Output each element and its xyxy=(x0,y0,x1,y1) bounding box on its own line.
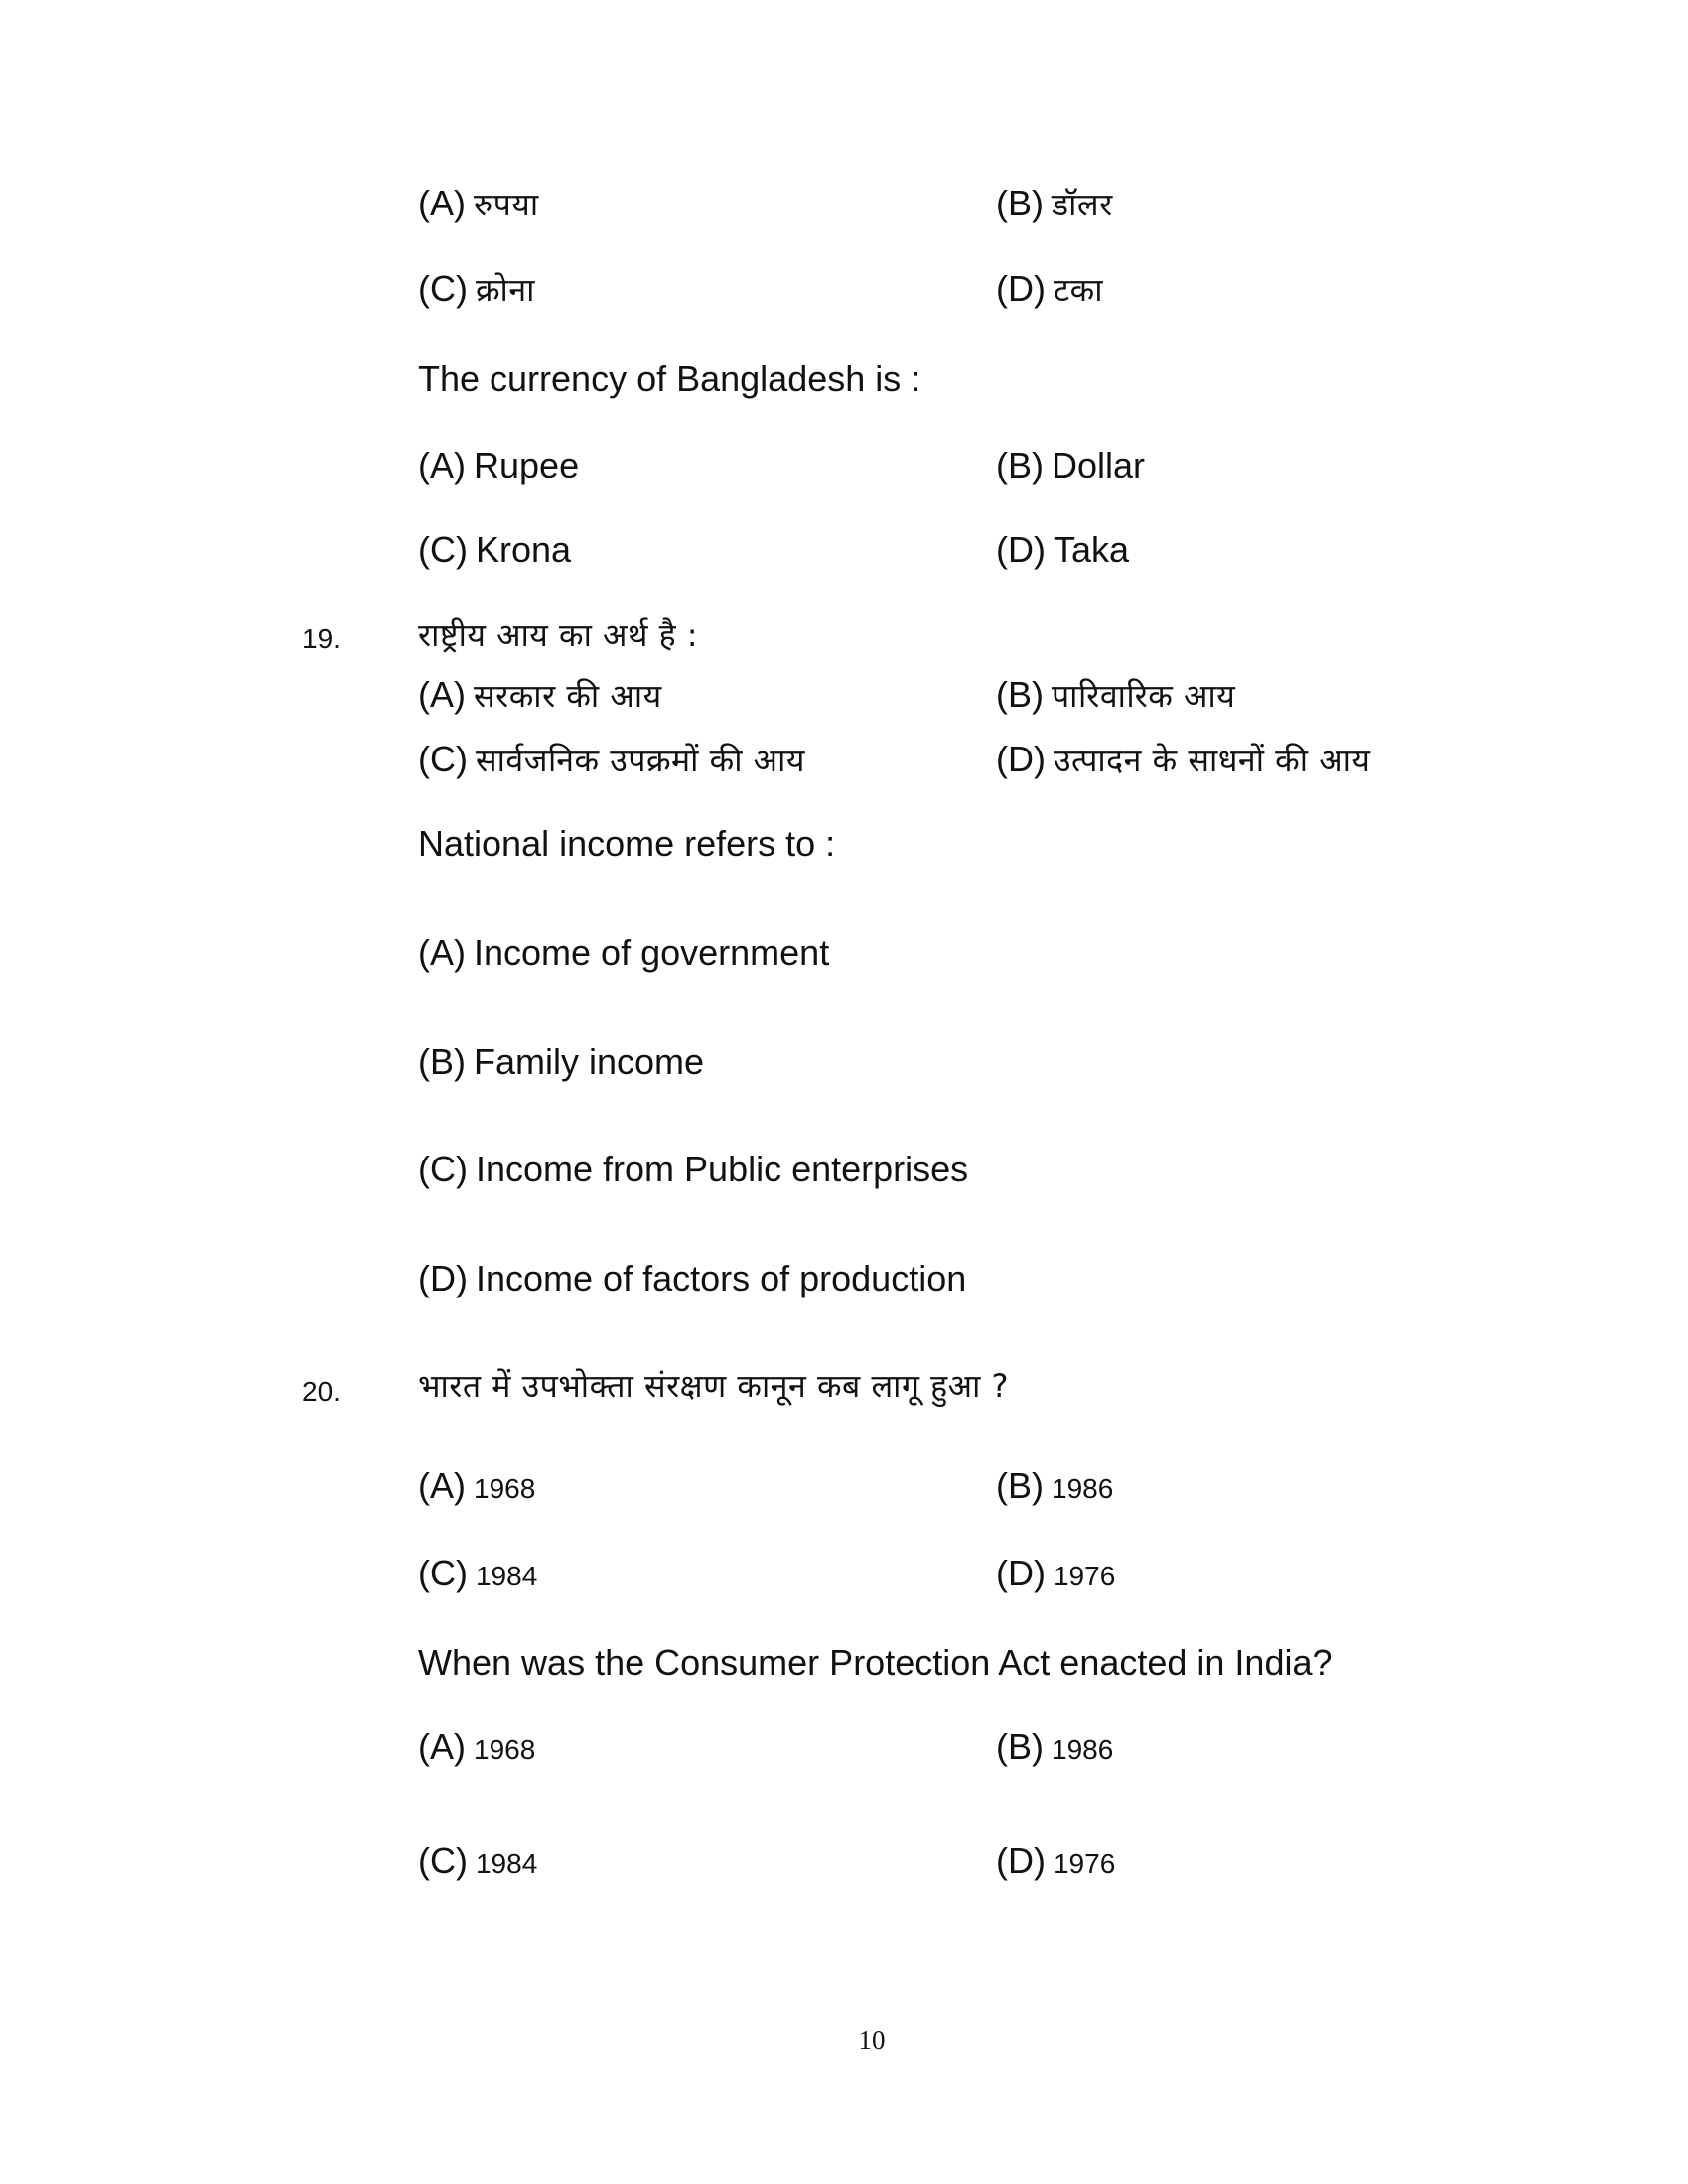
q19-english-option-c xyxy=(418,1150,968,1189)
option-text: 1976 xyxy=(1053,1848,1116,1879)
q20-hindi-option-d xyxy=(996,1554,1115,1596)
option-text: 1976 xyxy=(1053,1561,1116,1591)
page-number: 10 xyxy=(858,2025,886,2055)
q18-english-option-a xyxy=(418,446,579,485)
option-label: (D) xyxy=(418,1258,468,1298)
option-text: पारिवारिक आय xyxy=(1052,677,1236,715)
option-label: (A) xyxy=(418,674,466,715)
option-label: (D) xyxy=(996,1553,1046,1593)
option-text: Rupee xyxy=(474,445,580,485)
option-label: (B) xyxy=(418,1041,466,1082)
q20-english-option-c xyxy=(418,1842,537,1884)
q19-number: 19. xyxy=(302,623,341,654)
option-label: (D) xyxy=(996,1841,1046,1881)
option-label: (D) xyxy=(996,529,1046,570)
q18-hindi-option-d xyxy=(996,269,1103,310)
q20-hindi-option-c xyxy=(418,1554,537,1596)
q19-english-option-b xyxy=(418,1042,704,1082)
option-label: (A) xyxy=(418,1465,466,1506)
option-label: (B) xyxy=(996,1726,1044,1767)
option-text: Income of factors of production xyxy=(475,1258,967,1298)
q20-hindi-option-a xyxy=(418,1466,535,1509)
q20-english-option-a xyxy=(418,1727,535,1770)
q20-hindi-question: भारत में उपभोक्ता संरक्षण कानून कब लागू हुआ ? xyxy=(418,1367,1010,1405)
option-label: (C) xyxy=(418,268,468,309)
option-label: (C) xyxy=(418,739,468,779)
option-label: (D) xyxy=(996,268,1046,309)
option-text: सार्वजनिक उपक्रमों की आय xyxy=(475,742,805,779)
option-text: 1968 xyxy=(474,1473,536,1504)
option-label: (A) xyxy=(418,1726,466,1767)
option-label: (C) xyxy=(418,1149,468,1189)
option-text: उत्पादन के साधनों की आय xyxy=(1053,742,1371,779)
option-label: (B) xyxy=(996,1465,1044,1506)
option-text: रुपया xyxy=(474,186,539,223)
option-label: (A) xyxy=(418,445,466,485)
option-text: Krona xyxy=(475,529,572,570)
q19-hindi-option-c xyxy=(418,740,805,780)
option-text: Income of government xyxy=(474,932,830,973)
option-text: 1984 xyxy=(475,1561,538,1591)
option-label: (A) xyxy=(418,183,466,223)
q20-hindi-option-b xyxy=(996,1466,1113,1509)
q18-english-question: The currency of Bangladesh is : xyxy=(418,358,921,399)
q20-english-question: When was the Consumer Protection Act enacted in India? xyxy=(418,1642,1333,1683)
q18-hindi-option-c xyxy=(418,269,535,310)
option-label: (C) xyxy=(418,1553,468,1593)
q18-english-option-d xyxy=(996,530,1129,570)
q19-english-option-a xyxy=(418,933,829,973)
q18-english-option-c xyxy=(418,530,571,570)
option-text: डॉलर xyxy=(1052,186,1113,223)
q20-number: 20. xyxy=(302,1376,341,1407)
q20-english-option-b xyxy=(996,1727,1113,1770)
option-label: (C) xyxy=(418,1841,468,1881)
option-label: (D) xyxy=(996,739,1046,779)
q19-hindi-option-b xyxy=(996,675,1235,716)
option-label: (A) xyxy=(418,932,466,973)
option-text: Income from Public enterprises xyxy=(475,1149,969,1189)
option-label: (C) xyxy=(418,529,468,570)
option-text: Family income xyxy=(474,1041,705,1082)
option-text: 1986 xyxy=(1052,1473,1114,1504)
option-text: Taka xyxy=(1053,529,1130,570)
q19-english-option-d xyxy=(418,1259,966,1298)
option-label: (B) xyxy=(996,445,1044,485)
q18-hindi-option-b xyxy=(996,184,1113,224)
q19-hindi-option-d xyxy=(996,740,1370,780)
option-text: 1986 xyxy=(1052,1734,1114,1765)
option-label: (B) xyxy=(996,674,1044,715)
q20-english-option-d xyxy=(996,1842,1115,1884)
q19-hindi-question: राष्ट्रीय आय का अर्थ है : xyxy=(418,616,699,654)
option-text: सरकार की आय xyxy=(474,677,662,715)
option-text: क्रोना xyxy=(475,271,535,309)
option-text: टका xyxy=(1053,271,1103,309)
q18-english-option-b xyxy=(996,446,1145,485)
q19-hindi-option-a xyxy=(418,675,662,716)
option-text: Dollar xyxy=(1052,445,1146,485)
option-text: 1968 xyxy=(474,1734,536,1765)
option-text: 1984 xyxy=(475,1848,538,1879)
q19-english-question: National income refers to : xyxy=(418,823,836,864)
option-label: (B) xyxy=(996,183,1044,223)
q18-hindi-option-a xyxy=(418,184,539,224)
